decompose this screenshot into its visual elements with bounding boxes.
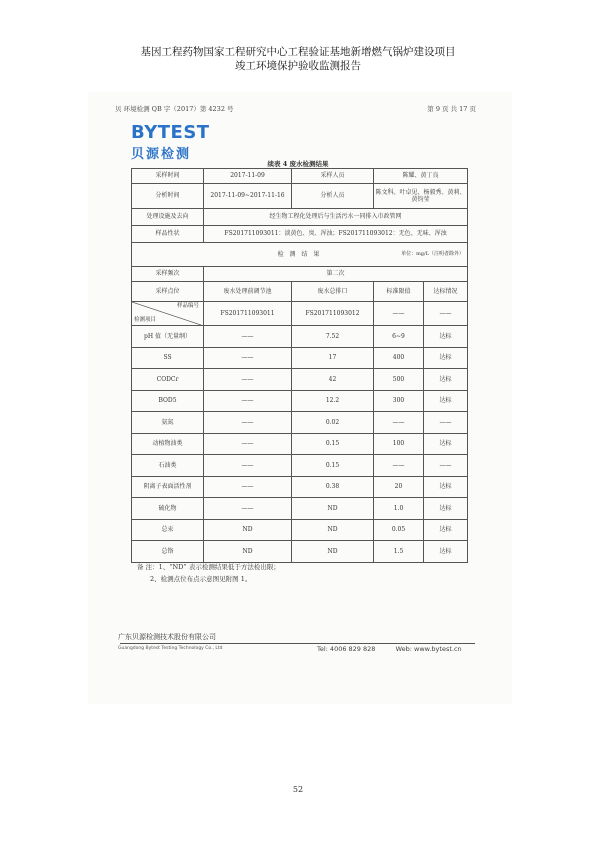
value-point1: —— bbox=[204, 369, 292, 391]
compliance: 达标 bbox=[424, 390, 468, 412]
standard-limit: 400 bbox=[374, 347, 424, 369]
table-row bbox=[132, 184, 468, 209]
standard-limit: 0.05 bbox=[374, 519, 424, 541]
sample-no-2: FS201711093012 bbox=[292, 302, 374, 326]
sample-no-label: 样品编号 bbox=[176, 303, 199, 309]
standard-limit: 500 bbox=[374, 369, 424, 391]
standard-header: 标准限值 bbox=[374, 282, 424, 302]
footer-company-cn: 广东贝源检测技术股份有限公司 bbox=[118, 633, 216, 641]
compliance-header: 达标情况 bbox=[424, 282, 468, 302]
value-point2: 0.38 bbox=[292, 476, 374, 498]
compliance: 达标 bbox=[424, 476, 468, 498]
table-row bbox=[132, 347, 468, 369]
footer-web: Web: www.bytest.cn bbox=[395, 645, 462, 653]
value-point2: 0.02 bbox=[292, 412, 374, 434]
sampling-time-label: 采样时间 bbox=[132, 169, 204, 184]
wastewater-results-table bbox=[131, 168, 468, 563]
unit-note: 单位：mg/L（注明者除外） bbox=[401, 251, 465, 257]
footer-divider bbox=[120, 643, 475, 644]
table-row bbox=[132, 209, 468, 226]
value-point2: 12.2 bbox=[292, 390, 374, 412]
compliance: 达标 bbox=[424, 433, 468, 455]
compliance: 达标 bbox=[424, 326, 468, 348]
footer-company-en: Guangdong Bytest Testing Technology Co., Ltd bbox=[118, 646, 223, 651]
table-row bbox=[132, 243, 468, 267]
value-point2: 7.52 bbox=[292, 326, 374, 348]
table-row bbox=[132, 390, 468, 412]
test-item: CODCr bbox=[132, 369, 204, 391]
table-row bbox=[132, 302, 468, 326]
logo-text-cn: 贝源检测 bbox=[131, 147, 192, 162]
table-row bbox=[132, 455, 468, 477]
value-point2: 17 bbox=[292, 347, 374, 369]
standard-limit: —— bbox=[374, 412, 424, 434]
table-row bbox=[132, 282, 468, 302]
value-point1: ND bbox=[204, 541, 292, 563]
test-item: SS bbox=[132, 347, 204, 369]
analysis-time-label: 分析时间 bbox=[132, 184, 204, 209]
compliance: 达标 bbox=[424, 347, 468, 369]
point1-header: 废水处理前调节池 bbox=[204, 282, 292, 302]
compliance: —— bbox=[424, 455, 468, 477]
table-row bbox=[132, 498, 468, 520]
standard-limit: 20 bbox=[374, 476, 424, 498]
logo-text-en: BYTEST bbox=[131, 122, 210, 143]
sample-description-value: FS201711093011：淡黄色、臭、浑浊；FS201711093012：无色、无味、浑浊 bbox=[204, 226, 468, 243]
company-logo bbox=[131, 124, 210, 162]
point2-header: 废水总排口 bbox=[292, 282, 374, 302]
value-point1: —— bbox=[204, 412, 292, 434]
table-row bbox=[132, 226, 468, 243]
note-line-1: 备 注：1、“ND” 表示检测结果低于方法检出限； bbox=[137, 563, 280, 571]
test-item: 动植物油类 bbox=[132, 433, 204, 455]
test-item: 石油类 bbox=[132, 455, 204, 477]
test-item: 阴离子表面活性剂 bbox=[132, 476, 204, 498]
sample-no-cmp: —— bbox=[424, 302, 468, 326]
sampling-time-value: 2017-11-09 bbox=[204, 169, 292, 184]
value-point2: ND bbox=[292, 498, 374, 520]
value-point2: 0.15 bbox=[292, 433, 374, 455]
compliance: 达标 bbox=[424, 498, 468, 520]
value-point1: —— bbox=[204, 347, 292, 369]
table-row bbox=[132, 433, 468, 455]
footer-contact bbox=[317, 645, 462, 653]
test-item: 总汞 bbox=[132, 519, 204, 541]
value-point1: —— bbox=[204, 476, 292, 498]
table-row bbox=[132, 267, 468, 282]
standard-limit: 1.5 bbox=[374, 541, 424, 563]
value-point2: ND bbox=[292, 519, 374, 541]
sampler-value: 陈耀、黄丁良 bbox=[374, 169, 468, 184]
note-line-2: 2、检测点位布点示意图见附图 1。 bbox=[150, 575, 252, 583]
page-counter: 第 9 页 共 17 页 bbox=[427, 105, 476, 113]
sample-description-label: 样品性状 bbox=[132, 226, 204, 243]
frequency-value: 第二次 bbox=[204, 267, 468, 282]
report-number: 贝 环境检测 QB 字（2017）第 4232 号 bbox=[115, 105, 234, 113]
document-title: 基因工程药物国家工程研究中心工程验证基地新增燃气锅炉建设项目 bbox=[140, 46, 456, 58]
footer-tel: Tel: 4006 829 828 bbox=[317, 645, 376, 653]
table-row bbox=[132, 519, 468, 541]
value-point1: —— bbox=[204, 390, 292, 412]
table-row bbox=[132, 541, 468, 563]
compliance: 达标 bbox=[424, 519, 468, 541]
sampler-label: 采样人员 bbox=[292, 169, 374, 184]
table-title: 续表 4 废水检测结果 bbox=[267, 160, 329, 168]
point-label: 采样点位 bbox=[132, 282, 204, 302]
table-row bbox=[132, 476, 468, 498]
standard-limit: 6~9 bbox=[374, 326, 424, 348]
frequency-label: 采样频次 bbox=[132, 267, 204, 282]
analyst-value: 陈文科、叶卓见、杨毅秀、黄莉、黄钧莹 bbox=[374, 184, 468, 209]
analyst-label: 分析人员 bbox=[292, 184, 374, 209]
document-subtitle: 竣工环境保护验收监测报告 bbox=[235, 60, 361, 72]
compliance: 达标 bbox=[424, 369, 468, 391]
sample-no-std: —— bbox=[374, 302, 424, 326]
diagonal-header-cell bbox=[132, 302, 204, 326]
standard-limit: 1.0 bbox=[374, 498, 424, 520]
value-point1: —— bbox=[204, 326, 292, 348]
table-row bbox=[132, 412, 468, 434]
test-item: BOD5 bbox=[132, 390, 204, 412]
value-point2: 42 bbox=[292, 369, 374, 391]
test-item: 总铬 bbox=[132, 541, 204, 563]
analysis-time-value: 2017-11-09~2017-11-16 bbox=[204, 184, 292, 209]
treatment-value: 经生物工程化处理后与生活污水一同排入市政管网 bbox=[204, 209, 468, 226]
value-point1: —— bbox=[204, 498, 292, 520]
value-point2: ND bbox=[292, 541, 374, 563]
standard-limit: —— bbox=[374, 455, 424, 477]
table-row bbox=[132, 169, 468, 184]
compliance: 达标 bbox=[424, 541, 468, 563]
standard-limit: 300 bbox=[374, 390, 424, 412]
value-point1: —— bbox=[204, 455, 292, 477]
treatment-label: 处理设施及去向 bbox=[132, 209, 204, 226]
value-point2: 0.15 bbox=[292, 455, 374, 477]
test-item: 氨氮 bbox=[132, 412, 204, 434]
value-point1: ND bbox=[204, 519, 292, 541]
value-point1: —— bbox=[204, 433, 292, 455]
results-title: 检 测 结 果 bbox=[277, 250, 322, 258]
results-header bbox=[132, 243, 468, 267]
test-item: pH 值（无量纲） bbox=[132, 326, 204, 348]
test-item-label: 检测项目 bbox=[134, 317, 157, 324]
table-row bbox=[132, 326, 468, 348]
standard-limit: 100 bbox=[374, 433, 424, 455]
page-number: 52 bbox=[292, 785, 304, 794]
sample-no-1: FS201711093011 bbox=[204, 302, 292, 326]
test-item: 硫化物 bbox=[132, 498, 204, 520]
compliance: —— bbox=[424, 412, 468, 434]
notes bbox=[137, 561, 280, 585]
table-row bbox=[132, 369, 468, 391]
